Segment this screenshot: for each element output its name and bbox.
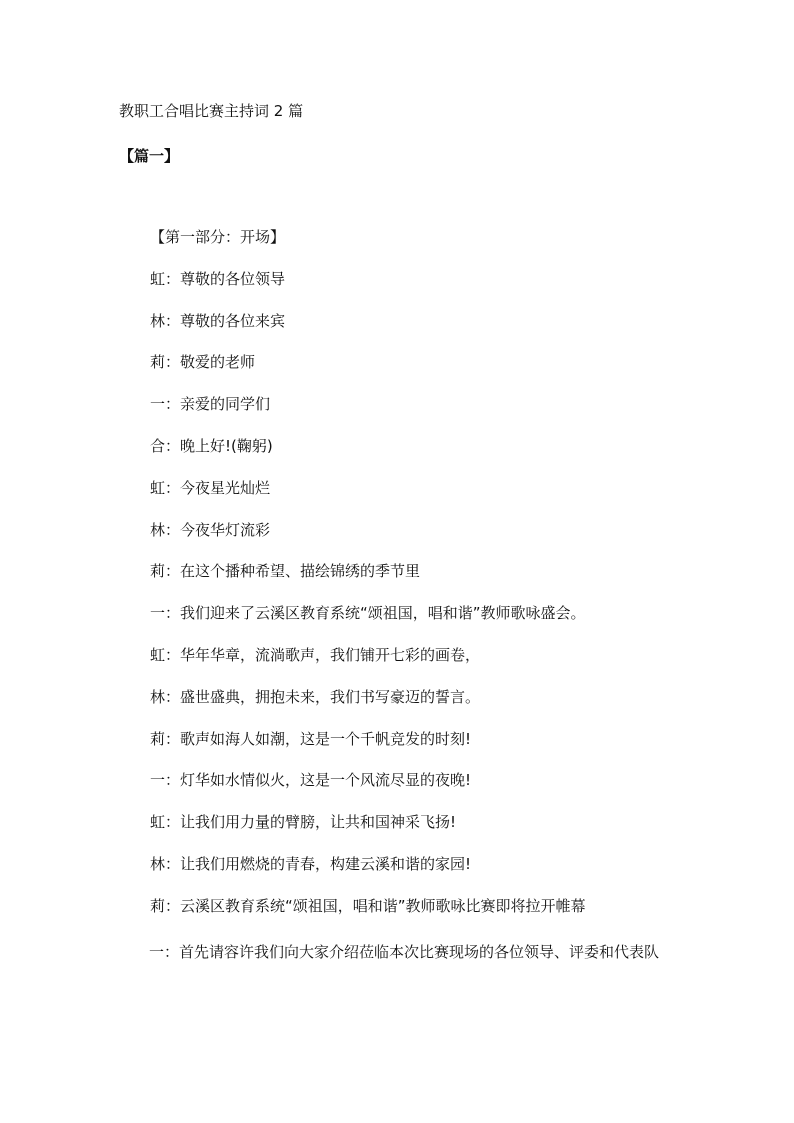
script-line: 林：盛世盛典，拥抱未来，我们书写豪迈的誓言。 (150, 687, 481, 706)
script-lines (150, 226, 710, 937)
document-title: 教职工合唱比赛主持词 2 篇 (119, 102, 304, 120)
script-line: 一：亲爱的同学们 (150, 395, 271, 414)
script-line: 林：今夜华灯流彩 (150, 520, 271, 539)
script-line: 莉：敬爱的老师 (150, 353, 256, 372)
script-line: 合：晚上好!(鞠躬) (150, 436, 273, 455)
script-line: 虹：让我们用力量的臂膀，让共和国神采飞扬! (150, 813, 457, 832)
section-heading: 【篇一】 (119, 147, 180, 165)
script-line: 一：灯华如水情似火，这是一个风流尽显的夜晚! (150, 771, 472, 790)
script-line: 林：让我们用燃烧的青春，构建云溪和谐的家园! (150, 854, 472, 873)
script-line: 莉：歌声如海人如潮，这是一个千帆竞发的时刻! (150, 729, 472, 748)
script-line: 虹：今夜星光灿烂 (150, 478, 271, 497)
script-paragraph: 一：首先请容许我们向大家介绍莅临本次比赛现场的各位领导、评委和代表队 (149, 943, 660, 961)
script-line: 虹：华年华章，流淌歌声，我们铺开七彩的画卷， (150, 645, 481, 664)
script-line: 莉：在这个播种希望、描绘锦绣的季节里 (150, 562, 421, 581)
part-heading: 【第一部分：开场】 (150, 228, 286, 246)
script-line: 莉：云溪区教育系统“颂祖国，唱和谐”教师歌咏比赛即将拉开帷幕 (150, 896, 586, 915)
script-line: 一：我们迎来了云溪区教育系统“颂祖国，唱和谐”教师歌咏盛会。 (150, 604, 586, 623)
script-line: 林：尊敬的各位来宾 (150, 311, 286, 330)
script-line: 虹：尊敬的各位领导 (150, 269, 286, 288)
